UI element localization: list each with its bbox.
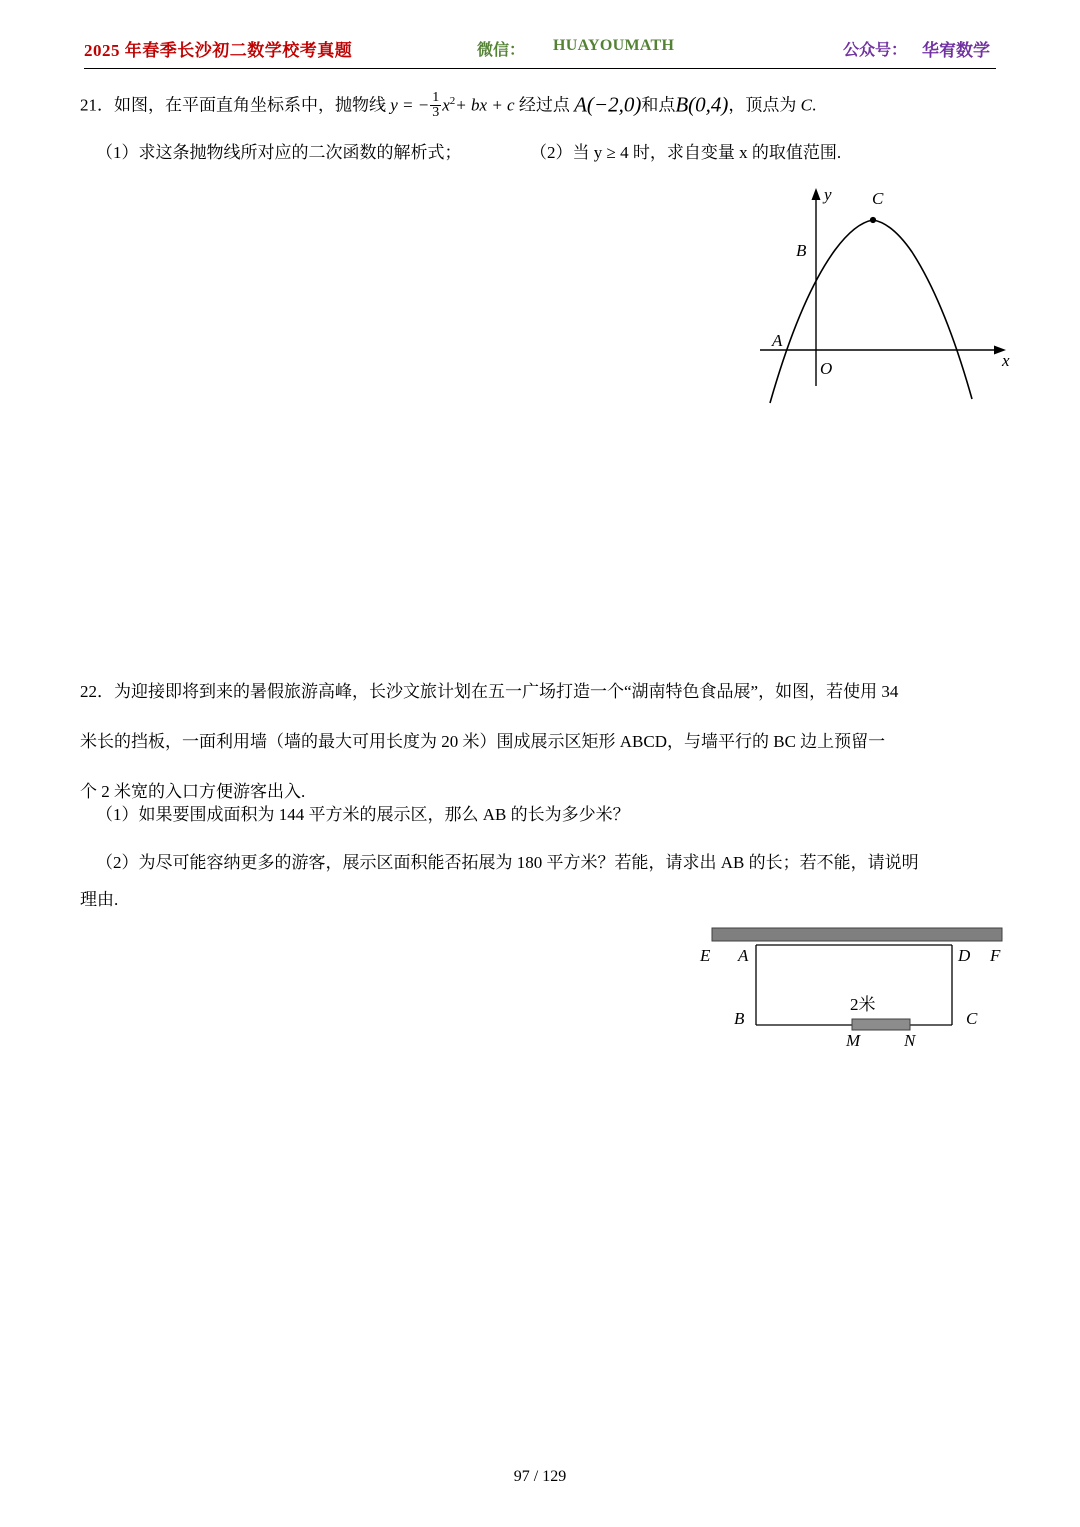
entrance-segment-mn	[852, 1019, 910, 1030]
question-21-line-1	[80, 84, 816, 123]
label-c: C	[966, 1009, 978, 1028]
question-21-period: .	[812, 95, 817, 115]
figure-parabola	[740, 178, 1020, 408]
question-22-line-1: 22．为迎接即将到来的暑假旅游高峰，长沙文旅计划在五一广场打造一个“湖南特色食品展”，如图，若使用 34	[80, 682, 899, 701]
question-22-line-3: 个 2 米宽的入口方便游客出入.	[80, 782, 306, 801]
y-axis-arrow	[812, 188, 821, 200]
question-22-line-2: 米长的挡板，一面利用墙（墙的最大可用长度为 20 米）围成展示区矩形 ABCD，与墙平行的 BC 边上预留一	[80, 732, 886, 751]
question-22-sub-2: （2）为尽可能容纳更多的游客，展示区面积能否拓展为 180 平方米？若能，请求出 AB 的长；若不能，请说明	[96, 853, 919, 872]
question-21-formula-head: y = −	[390, 95, 430, 115]
label-f: F	[990, 946, 1001, 965]
header-divider	[84, 68, 996, 69]
question-21-formula-rest: + bx + c	[455, 95, 515, 115]
header-wechat-value: HUAYOUMATH	[553, 37, 675, 54]
label-a: A	[738, 946, 749, 965]
question-21-formula-exponent: 2	[449, 95, 456, 107]
question-21-sub-2: （2）当 y ≥ 4 时，求自变量 x 的取值范围.	[530, 143, 842, 162]
question-21-point-a: A(−2,0)	[574, 92, 642, 117]
header-title: 2025 年春季长沙初二数学校考真题	[84, 41, 353, 60]
fraction-numerator: 1	[432, 89, 440, 105]
label-d: D	[958, 946, 971, 965]
fraction-one-third	[430, 91, 441, 121]
wall-bar	[712, 928, 1002, 941]
point-label-a: A	[772, 331, 783, 350]
question-21-number: 21．	[80, 95, 114, 115]
question-21-sub-1: （1）求这条抛物线所对应的二次函数的解析式；	[96, 143, 462, 162]
point-label-c: C	[872, 189, 884, 208]
question-21-text-c: 和点	[641, 95, 676, 115]
question-21-text-a: 如图，在平面直角坐标系中，抛物线	[114, 95, 386, 115]
label-b: B	[734, 1009, 745, 1028]
point-label-b: B	[796, 241, 807, 260]
axis-label-y: y	[824, 185, 832, 204]
rectangle-plan-svg	[690, 920, 1020, 1055]
page-footer: 97 / 129	[513, 1468, 567, 1485]
label-m: M	[846, 1031, 861, 1050]
question-21-text-d: ，顶点为	[728, 95, 797, 115]
entrance-width-label: 2米	[850, 995, 876, 1014]
label-e: E	[700, 946, 711, 965]
question-21-formula-x: x	[442, 95, 450, 115]
question-21-line-2	[96, 136, 841, 170]
header-account-label: 公众号：	[843, 42, 908, 59]
parabola-svg	[740, 178, 1020, 408]
question-21-point-b: B(0,4)	[675, 92, 729, 117]
origin-label-o: O	[820, 359, 833, 378]
axis-label-x: x	[1002, 351, 1010, 370]
figure-rectangle-plan	[690, 920, 1020, 1055]
question-21-point-c: C	[800, 95, 813, 115]
label-n: N	[904, 1031, 916, 1050]
vertex-point-c	[870, 217, 876, 223]
fraction-denominator: 3	[432, 105, 440, 121]
question-22-sub-1: （1）如果要围成面积为 144 平方米的展示区，那么 AB 的长为多少米？	[96, 805, 630, 824]
question-22-sub-2-cont: 理由.	[80, 890, 119, 909]
header-wechat-label: 微信：	[477, 42, 526, 59]
page-header	[0, 36, 1080, 64]
question-21-text-b: 经过点	[518, 95, 570, 115]
header-account-value: 华宥数学	[922, 41, 990, 60]
